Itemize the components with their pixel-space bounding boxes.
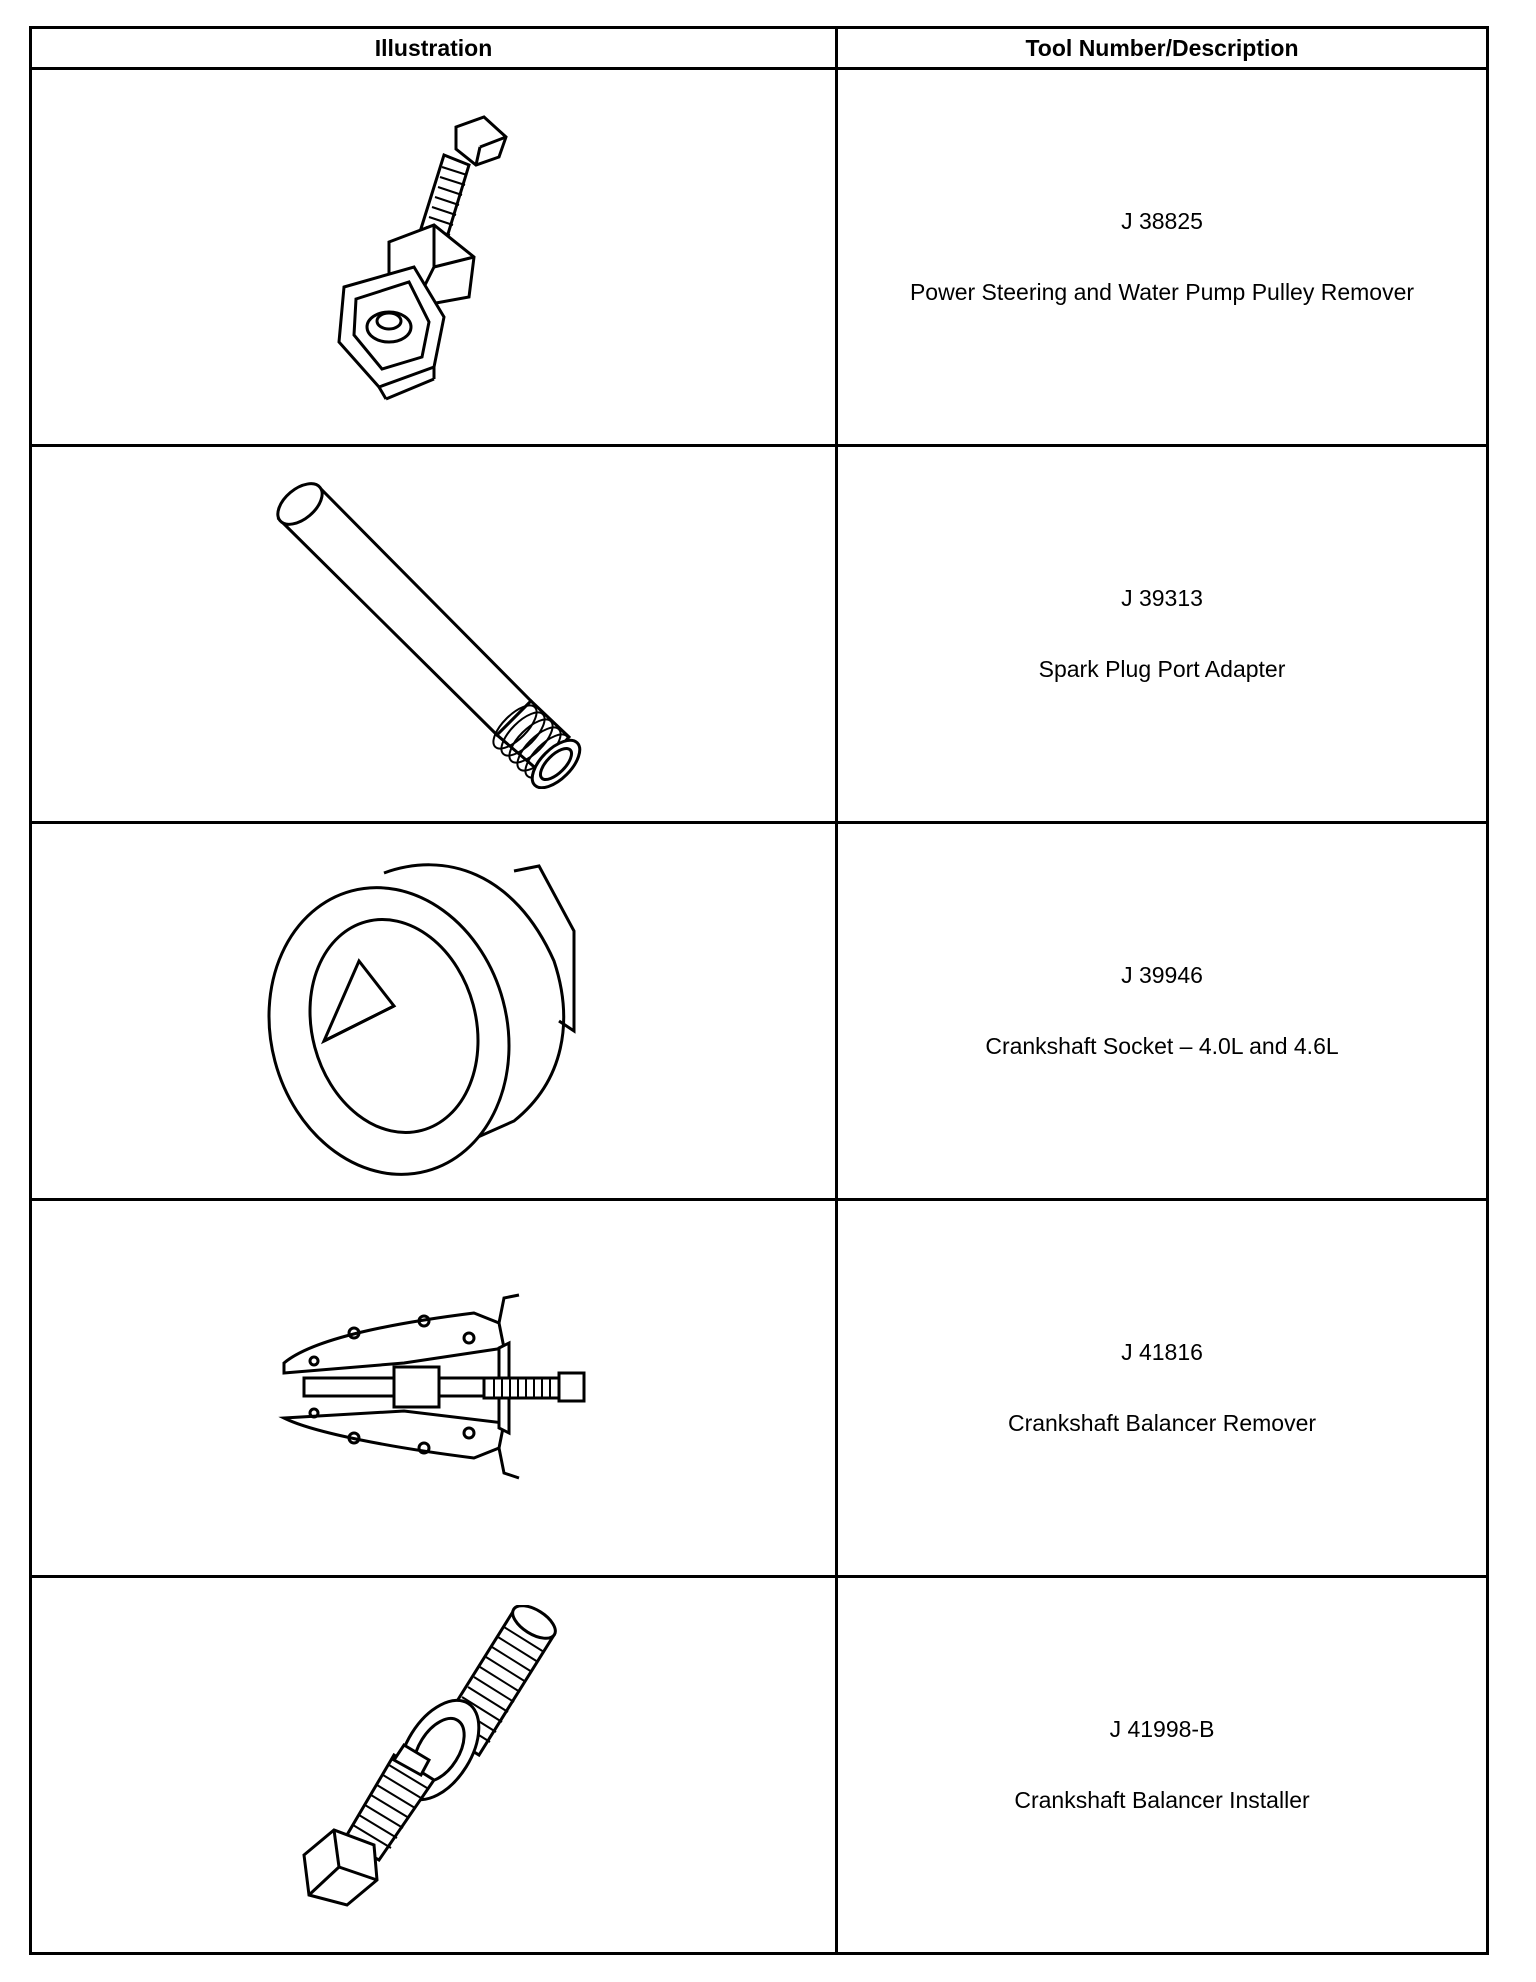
tool-description: Spark Plug Port Adapter bbox=[1038, 656, 1286, 682]
tool-number: J 41816 bbox=[1121, 1339, 1203, 1365]
table-row bbox=[31, 1577, 1488, 1954]
table-row bbox=[31, 1200, 1488, 1577]
balancer-installer-icon bbox=[289, 1605, 579, 1925]
tool-cell bbox=[837, 1577, 1488, 1954]
pulley-remover-icon bbox=[284, 107, 584, 407]
illustration-cell bbox=[31, 446, 837, 823]
tool-number: J 38825 bbox=[1121, 208, 1203, 234]
tool-description: Crankshaft Balancer Remover bbox=[1007, 1410, 1317, 1436]
spark-plug-adapter-icon bbox=[269, 479, 599, 789]
table-row bbox=[31, 69, 1488, 446]
illustration-cell bbox=[31, 69, 837, 446]
tool-description: Crankshaft Socket – 4.0L and 4.6L bbox=[985, 1033, 1339, 1059]
tool-description: Power Steering and Water Pump Pulley Remover bbox=[909, 279, 1415, 305]
illustration-header: Illustration bbox=[31, 28, 837, 69]
table-row bbox=[31, 823, 1488, 1200]
illustration-cell bbox=[31, 823, 837, 1200]
table-row bbox=[31, 446, 1488, 823]
tool-cell bbox=[837, 823, 1488, 1200]
tool-number: J 39313 bbox=[1121, 585, 1203, 611]
tool-cell bbox=[837, 1200, 1488, 1577]
tool-cell bbox=[837, 69, 1488, 446]
illustration-cell bbox=[31, 1577, 837, 1954]
tool-description: Crankshaft Balancer Installer bbox=[1014, 1787, 1310, 1813]
tools-table bbox=[29, 26, 1489, 1955]
tool-cell bbox=[837, 446, 1488, 823]
table-header-row bbox=[31, 28, 1488, 69]
crankshaft-socket-icon bbox=[264, 841, 604, 1181]
tool-number: J 39946 bbox=[1121, 962, 1203, 988]
illustration-cell bbox=[31, 1200, 837, 1577]
balancer-remover-icon bbox=[274, 1293, 594, 1483]
tool-header: Tool Number/Description bbox=[837, 28, 1488, 69]
tool-number: J 41998-B bbox=[1109, 1716, 1215, 1742]
